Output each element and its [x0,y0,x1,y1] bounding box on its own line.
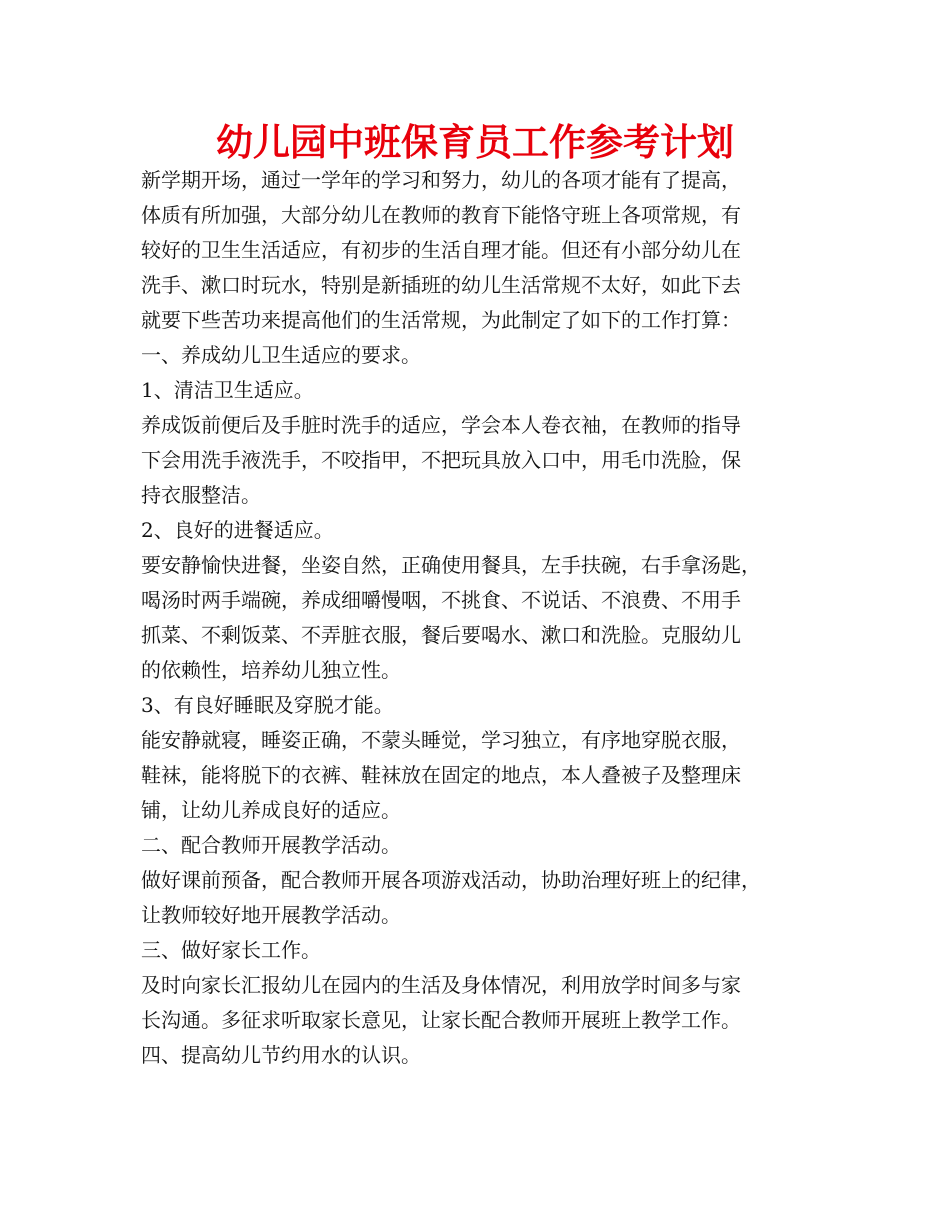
subsection-heading: 3、有良好睡眠及穿脱才能。 [141,693,394,717]
document-body [141,163,841,1073]
text-line: 要安静愉快进餐，坐姿自然，正确使用餐具，左手扶碗，右手拿汤匙， [141,553,761,577]
section-heading: 二、配合教师开展教学活动。 [141,833,401,857]
text-line: 做好课前预备，配合教师开展各项游戏活动，协助治理好班上的纪律， [141,868,761,892]
section-heading: 一、养成幼儿卫生适应的要求。 [141,343,421,367]
text-line: 能安静就寝，睡姿正确，不蒙头睡觉，学习独立，有序地穿脱衣服， [141,728,741,752]
text-line: 铺，让幼儿养成良好的适应。 [141,798,401,822]
subsection-heading: 1、清洁卫生适应。 [141,378,314,402]
text-line: 喝汤时两手端碗，养成细嚼慢咽，不挑食、不说话、不浪费、不用手 [141,588,741,612]
text-line: 抓菜、不剩饭菜、不弄脏衣服，餐后要喝水、漱口和洗脸。克服幼儿 [141,623,741,647]
text-line: 新学期开场，通过一学年的学习和努力，幼儿的各项才能有了提高， [141,168,741,192]
text-line: 的依赖性，培养幼儿独立性。 [141,658,401,682]
text-line: 让教师较好地开展教学活动。 [141,903,401,927]
text-line: 就要下些苦功来提高他们的生活常规，为此制定了如下的工作打算： [141,308,741,332]
text-line: 较好的卫生生活适应，有初步的生活自理才能。但还有小部分幼儿在 [141,238,741,262]
text-line: 下会用洗手液洗手，不咬指甲，不把玩具放入口中，用毛巾洗脸，保 [141,448,741,472]
text-line: 及时向家长汇报幼儿在园内的生活及身体情况，利用放学时间多与家 [141,973,741,997]
section-heading: 三、做好家长工作。 [141,938,321,962]
text-line: 长沟通。多征求听取家长意见，让家长配合教师开展班上教学工作。 [141,1008,741,1032]
text-line: 养成饭前便后及手脏时洗手的适应，学会本人卷衣袖，在教师的指导 [141,413,741,437]
text-line: 体质有所加强，大部分幼儿在教师的教育下能恪守班上各项常规，有 [141,203,741,227]
text-line: 洗手、漱口时玩水，特别是新插班的幼儿生活常规不太好，如此下去 [141,273,741,297]
section-heading: 四、提高幼儿节约用水的认识。 [141,1043,421,1067]
subsection-heading: 2、良好的进餐适应。 [141,518,334,542]
text-line: 持衣服整洁。 [141,483,261,507]
text-line: 鞋袜，能将脱下的衣裤、鞋袜放在固定的地点，本人叠被子及整理床 [141,763,741,787]
document-title: 幼儿园中班保育员工作参考计划 [216,121,734,164]
